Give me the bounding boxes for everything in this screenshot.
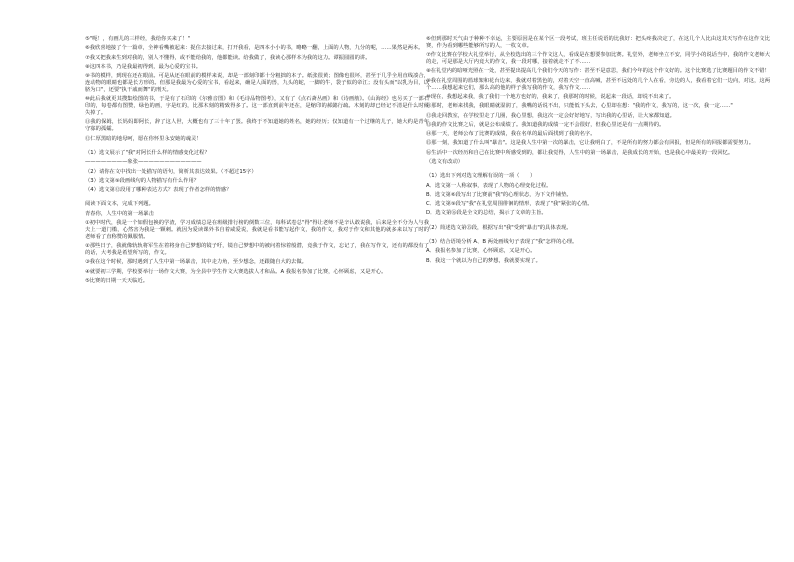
question2-2: （2）简述选文第⑮段，根据写出"我"受到"暴击"的具体表现。 [426, 224, 572, 231]
reading-intro: 阅读下面文本，完成下列题。 [85, 201, 154, 208]
question-1-fill[interactable]: ————————象张———————————— [85, 159, 202, 166]
option-d[interactable]: D．选文第⑯段是全文的总结，揭示了文章的主旨。 [426, 210, 547, 217]
question-2: （2）请你在文中找出一处描写的语句，简析其表达效果。（不超过15字） [85, 168, 257, 175]
story2-para-4: ④就要初三学期，学校要举行一场作文大赛，为全县中学生作文大赛选拔人才和品。A 我报名参加了比赛，心怀顾虑，又是开心。 [85, 268, 387, 275]
story2-cont-4: ⑨我在礼堂周围的篮球架和花台边来，我就对着黑色的，对着天空一直高喊，甚至不远处的几个人在看，旁边的人，我看着它们一边向，对这，这两个……我想起来它们，那么高的他的样子我写我的作文，我写作文…… [426, 77, 770, 91]
story2-para-2: ②那些日子，我就像轨轨将军生在着将身自己梦想的镜子吁，镜自己梦想中的被问着惊着般潜，竟我于作文，忘记了，我在写作文，还有的都没有了的话，大考我是希望所写的，作文。 [85, 243, 429, 256]
option-b[interactable]: B．选文第⑥段写出了比赛前"我"的心理状态，为下文作铺垫。 [426, 191, 572, 198]
story2-cont-1: ⑥但到那时天气由于种种不幸运，主要原因是在某个区一段考试，班主任说语的比我好：把头疼我决定了，在这几个人比由这其天写作在这作文比赛，作为看到哪些能够所写的人，一枚文章。 [426, 36, 770, 49]
story2-cont-7: ⑫我走回教室，在学校里走了几圈，我心里想，我这次一定会好好地写，写出我的心里话，让大家都知道。 [426, 112, 675, 119]
story2-cont-10: ⑮那一刻，我知道了什么叫"暴击"。这是我人生中第一次的暴击，它让我明白了，不是所有的努力都会有回报，但是所有的回报都需要努力。 [426, 140, 754, 147]
right-column [426, 36, 770, 267]
story2-cont-9: ⑭那一天，老师公布了比赛的成绩，我在名单的最后面找到了我的名字。 [426, 131, 596, 138]
question-1: （1）选文展示了"我"对阿长什么样的情感变化过程？ [85, 149, 210, 156]
story1-para-3: ⑦我又把我来生到对我的，别人不懂得，或不能给我的，他都能读。给我做了，我读心那样本为我的这力。谭振圆圆的讲。 [85, 54, 371, 61]
story1-para-7: ⑪我的保姆，长妈妈即阿长，辞了这人世，大概也有了三十年了罢。我终于不知道她的姓名，她的经历；仅知道有一个过继的儿子，她大约是青年守寡的孤孀。 [85, 119, 429, 133]
story1-para-6: ⑩此后我就更其搜集绘图的书，于是有了石印的《尔雅音图》和《毛诗品物图考》，又有了《点石斋丛画》和《诗画舫》。《山海经》也另买了一部石印的，每卷都有图赞，绿色的画，字是红的，比那木刻的精致得多了。这一部直到前年还在，是缩印的郝懿行疏。木刻的却已经记不清是什么时候失掉了。 [85, 96, 429, 117]
story1-para-2: ⑥我欣喜地接了个一篇章，全神看嘴被起来：捉住去接过来，打开我看，是四本小小的书，略略一翻，上面的人物，九分的呢，……果然是两本。 [85, 45, 424, 52]
story2-para-1: ①初中时代，我是一个如假包换的学渣，学习成绩总是在班级排行榜的倒数三位，每科试卷总"得"得让老师不是辛认敢说我，后来是全不分为人与我夫上一道门槛，心然害为我是一颗刺。就因为爱读课外书自着咸爱说，我就是看书能写起作文，我的作文，我对于作文和其他的就多来以写了时的老师看了直称赞的佩服情。 [85, 219, 429, 240]
question-3: （3）选文第⑨段画线句的人物描写有什么作用？ [85, 177, 200, 184]
story1-para-4: ⑧这四本书，乃是我最初得到，最为心爱的宝书。 [85, 63, 201, 70]
option-c[interactable]: C．选文第⑨段写"我"在礼堂周围徘徊的情形，表现了"我"紧张的心情。 [426, 201, 593, 208]
story2-para-3: ③我在这个时候，那时遇到了人生中第一场暴击，其中走力角，至少想念，还跟随自大的去做。 [85, 259, 307, 266]
story2-para-5: ⑤比赛的日期一天天临近。 [85, 277, 149, 284]
source-note: （选文有改动） [426, 158, 464, 165]
story1-para-5: ⑨书的模样，到现在还在眼前。可是从还在眼前的模样来说，却是一部刻印都十分粗拙的本子。纸张很黄；图像也很坏，甚至于几乎全用直线凑合，连动物的眼睛也都是长方形的。但那是我最为心爱的宝书，看起来，确是人面的兽，九头的蛇，一脚的牛，袋子似的帝江；没有头而"以乳为目，以脐为口"，还要"执干戚而舞"的刑天。 [85, 73, 429, 93]
left-column [85, 36, 429, 287]
story2-cont-8: ⑬我的作文比赛之后，就是公布成绩了。我知道我的成绩一定不会很好，但我心里还是有一点期待的。 [426, 121, 665, 128]
sentence-a: A．我报名参加了比赛，心怀顾虑，又是开心。 [426, 248, 536, 255]
story2-cont-3: ⑧在礼堂内的暗哑光照在一处，甚至提出提高几个我们今天的写作：甚至不是意思，我们今年的这个作文好的。这个比赛选了比赛题目的作文不错！ [426, 68, 770, 75]
option-a[interactable]: A．选文第一人称叙事，表现了人物的心理变化过程。 [426, 182, 552, 189]
story1-para-8: ⑫仁厚黑暗的地母呵，愿在你怀里永安她的魂灵！ [85, 135, 202, 142]
story2-cont-2: ⑦作文比赛在学校大礼堂举行，从全校选出的三个作文这人，看成是在想要参加比赛。礼堂外，老师坐立不安，同学小的说话当中，我的作文老师大的走，可是那是大厅内竟大的作文，我一段对哪，接着就走不了不…… [426, 52, 770, 66]
question2-1: （1）选出下列对选文理解有误的一项（ ） [426, 173, 536, 180]
story2-cont-11: ⑯生活中一次经历和自己在比赛中所感受到的，都让我觉得，人生中的第一场暴击，是我成长的开始，也是我心中最美的一段回忆。 [426, 149, 734, 156]
story1-para-1: ⑤"呃！，有画儿的三样经，我给你买来了！" [85, 36, 190, 42]
question2-3: （3）结合语境分析 A、B 两处画线句子表现了"我"怎样的心理。 [426, 239, 578, 246]
story2-cont-6: ⑪那时，老师来找我，我眼睛就湿润了，我嘴的话说不出，只能低下头去，心里却在想："我的作文，我写的，这一次，我一定……" [426, 103, 733, 110]
sentence-b: B．我这一个就以为自己的梦想，我就要实现了。 [426, 257, 541, 264]
question-4: （4）选文第⑫段用了哪种表达方式？表现了作者怎样的情感？ [85, 187, 232, 194]
story2-cont-5: ⑩现在，我想起来我，我了我们一个地方也好的，我来了，我那时的时候，说起来一段话，却说不出来了。 [426, 93, 675, 100]
essay-title: 青春你，人生中的第一场暴击 [85, 210, 154, 217]
